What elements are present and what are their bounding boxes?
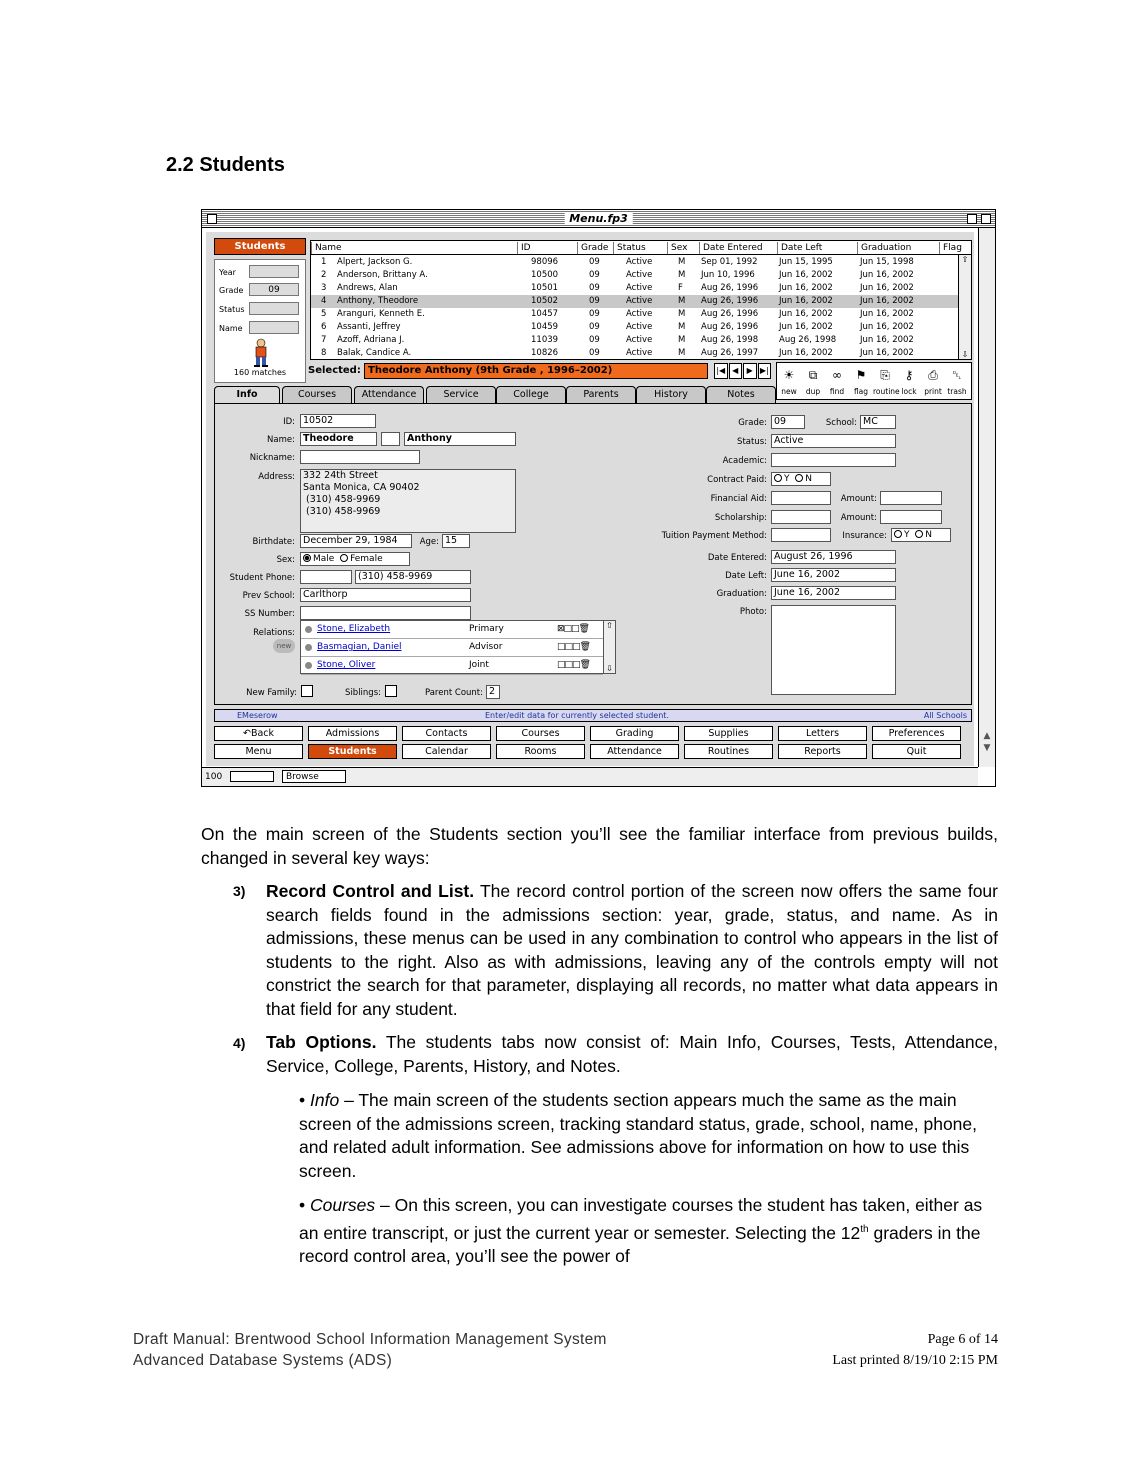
table-cell: Jun 16, 2002	[779, 322, 833, 332]
column-header-graduation[interactable]: Graduation	[857, 242, 911, 254]
intro-paragraph: On the main screen of the Students section you’ll see the familiar interface from previous builds, changed in several key ways:	[201, 824, 998, 868]
footer-manual-title: Draft Manual: Brentwood School Information Management System	[133, 1331, 607, 1348]
table-row[interactable]	[311, 321, 959, 334]
bullet-courses-title: Courses	[310, 1195, 376, 1215]
tool-trash-label: trash	[947, 387, 967, 396]
table-cell: Aug 26, 1996	[701, 296, 759, 306]
relation-role: Joint	[469, 660, 489, 670]
table-row[interactable]	[311, 282, 959, 295]
column-header-name[interactable]: Name	[311, 242, 342, 254]
relation-role: Primary	[469, 624, 504, 634]
category-students-button[interactable]: Students	[214, 238, 306, 255]
table-cell: Sep 01, 1992	[701, 257, 758, 267]
academic-label: Academic:	[722, 456, 767, 466]
table-row[interactable]	[311, 334, 959, 347]
tool-routine-label: routine	[873, 387, 900, 396]
relation-flags[interactable]: □□□🗑	[557, 660, 590, 670]
new-relation-button[interactable]: new	[273, 639, 295, 653]
table-cell: M	[678, 309, 686, 319]
table-cell: 10502	[531, 296, 559, 306]
relations-list	[300, 620, 616, 674]
item-3-number: 3)	[233, 883, 246, 899]
status-field[interactable]	[249, 302, 299, 315]
year-label: Year	[219, 268, 236, 277]
date-left-label: Date Left:	[725, 571, 767, 581]
scholarship-field[interactable]	[771, 510, 831, 524]
new-icon: ☀	[783, 368, 795, 382]
bullet-courses-tail: graders in the record control area, you’ll see the power of	[299, 1222, 981, 1266]
tool-flag-label: flag	[853, 387, 869, 396]
male-radio-icon[interactable]	[303, 554, 311, 562]
mode-selector[interactable]: Browse	[282, 770, 346, 783]
tool-dup-label: dup	[805, 387, 821, 396]
table-cell: Azoff, Adriana J.	[337, 335, 405, 345]
nav-reports-button[interactable]: Reports	[778, 744, 867, 759]
table-cell: 1	[321, 257, 327, 267]
grade-label: Grade:	[738, 418, 767, 428]
table-cell: Jun 16, 2002	[860, 270, 914, 280]
info-bar	[214, 709, 972, 722]
item-4-paragraph	[266, 1031, 998, 1078]
table-cell: F	[678, 283, 683, 293]
scroll-down-icon[interactable]: ▼	[983, 743, 991, 753]
column-header-id[interactable]: ID	[517, 242, 531, 254]
section-heading: 2.2 Students	[166, 154, 285, 176]
zoom-level[interactable]: 100	[205, 772, 223, 782]
item-3-paragraph	[266, 880, 998, 1021]
nav-menu-button[interactable]: Menu	[214, 744, 303, 759]
nav-preferences-button[interactable]: Preferences	[872, 726, 961, 741]
table-cell: Active	[626, 309, 653, 319]
table-cell: 7	[321, 335, 327, 345]
footer-printed: Last printed 8/19/10 2:15 PM	[832, 1353, 998, 1368]
nav-quit-button[interactable]: Quit	[872, 744, 961, 759]
flag-icon: ⚑	[855, 368, 867, 382]
selected-student: Theodore Anthony (9th Grade , 1996–2002)	[364, 363, 708, 379]
insurance-no-label: N	[925, 530, 932, 540]
scroll-down-icon[interactable]: ⇩	[606, 664, 613, 673]
male-radio-label: Male	[313, 554, 335, 564]
tool-find-label: find	[829, 387, 845, 396]
grade-field[interactable]: 09	[771, 415, 805, 429]
relations-label: Relations:	[253, 628, 295, 638]
table-cell: 10500	[531, 270, 559, 280]
record-nav-buttons	[714, 363, 772, 379]
phone-area-field[interactable]	[300, 570, 352, 584]
window-scrollbar[interactable]	[978, 228, 995, 767]
item-3-title: Record Control and List.	[266, 881, 475, 901]
info-tab-panel	[214, 403, 972, 705]
siblings-checkbox[interactable]	[385, 685, 397, 697]
tab-parents[interactable]: Parents	[566, 386, 636, 403]
item-4-number: 4)	[233, 1035, 246, 1051]
item-3-text: The record control portion of the screen now offers the same four search fields found in the admissions section: year, grade, status, and name. As in admissions, these menus can be used in any combination to control who appears in the list of students to the right. Also as with admissions, leaving any of the controls empty will not constrict the search for that parameter, displaying all records, no matter what data appears in that field for any student.	[266, 881, 998, 1019]
nav-back-button[interactable]: ↶Back	[214, 726, 303, 741]
tool-lock-label: lock	[901, 387, 917, 396]
status-bar	[202, 767, 978, 786]
siblings-label: Siblings:	[345, 688, 381, 698]
date-entered-label: Date Entered:	[707, 553, 767, 563]
relation-bullet-icon[interactable]	[305, 626, 312, 633]
nav-admissions-button[interactable]: Admissions	[308, 726, 397, 741]
photo-container[interactable]	[771, 605, 896, 695]
nav-rooms-button[interactable]: Rooms	[496, 744, 585, 759]
column-header-status[interactable]: Status	[613, 242, 646, 254]
nav-grading-button[interactable]: Grading	[590, 726, 679, 741]
financial-aid-label: Financial Aid:	[710, 494, 767, 504]
table-cell: Aug 26, 1998	[779, 335, 837, 345]
name-label: Name	[219, 324, 243, 333]
first-record-button[interactable]: |◀	[714, 363, 728, 379]
table-cell: Aug 26, 1996	[701, 283, 759, 293]
prev-school-label: Prev School:	[242, 591, 295, 601]
bullet-courses-text: – On this screen, you can investigate courses the student has taken, either as an entire transcript, or just the current year or semester. Selecting the 12	[299, 1195, 983, 1243]
relations-scrollbar[interactable]	[603, 621, 615, 673]
table-cell: Assanti, Jeffrey	[337, 322, 401, 332]
layout-icons[interactable]	[230, 771, 274, 782]
student-figure-icon	[251, 338, 271, 368]
user-name: EMeserow	[237, 711, 278, 720]
window-content	[206, 232, 974, 766]
age-label: Age:	[419, 537, 439, 547]
table-cell: 09	[589, 309, 600, 319]
table-cell: Aug 26, 1998	[701, 335, 759, 345]
footer-company: Advanced Database Systems (ADS)	[133, 1352, 393, 1369]
bullet-info-text: – The main screen of the students section appears much the same as the main screen of the admissions screen, tracking standard status, grade, school, name, phone, and related adult information. See admissions above for information on how to use this screen.	[299, 1090, 978, 1181]
first-name-field[interactable]: Theodore	[300, 432, 377, 446]
table-cell: Jun 16, 2002	[779, 309, 833, 319]
table-cell: Jun 10, 1996	[701, 270, 755, 280]
tuition-method-label: Tuition Payment Method:	[661, 531, 767, 541]
new-family-label: New Family:	[246, 688, 297, 698]
nickname-field[interactable]	[300, 450, 420, 464]
student-phone-label: Student Phone:	[229, 573, 295, 583]
selected-label: Selected:	[308, 365, 361, 376]
status-label: Status:	[737, 437, 767, 447]
table-cell: M	[678, 335, 686, 345]
window-titlebar[interactable]	[202, 210, 995, 228]
insurance-radios[interactable]	[891, 528, 951, 542]
aid-amount-label: Amount:	[840, 494, 877, 504]
table-row[interactable]	[311, 256, 959, 269]
middle-name-field[interactable]	[381, 432, 400, 446]
tab-notes[interactable]: Notes	[706, 386, 776, 403]
table-cell: 5	[321, 309, 327, 319]
graduation-label: Graduation:	[716, 589, 767, 599]
relation-bullet-icon[interactable]	[305, 662, 312, 669]
contract-paid-label: Contract Paid:	[707, 475, 767, 485]
parent-count-field[interactable]: 2	[486, 685, 500, 699]
item-4-text: The students tabs now consist of: Main Info, Courses, Tests, Attendance, Service, College, Parents, History, and Notes.	[266, 1032, 998, 1076]
age-field[interactable]: 15	[442, 534, 470, 548]
photo-label: Photo:	[739, 607, 767, 617]
school-label: School:	[825, 418, 857, 428]
tab-service[interactable]: Service	[426, 386, 496, 403]
sex-label: Sex:	[276, 555, 295, 565]
insurance-yes-radio-icon[interactable]	[894, 530, 902, 538]
table-cell: 09	[589, 257, 600, 267]
table-cell: Aug 26, 1996	[701, 309, 759, 319]
ss-number-field[interactable]	[300, 606, 471, 620]
tab-courses[interactable]: Courses	[282, 386, 352, 403]
bullet-info-title: Info	[310, 1090, 340, 1110]
table-cell: 10459	[531, 322, 559, 332]
relation-row	[301, 657, 603, 675]
table-cell: Andrews, Alan	[337, 283, 398, 293]
close-box-icon[interactable]	[207, 214, 217, 224]
relation-name-link[interactable]: Stone, Elizabeth	[317, 624, 391, 634]
column-header-date-left[interactable]: Date Left	[777, 242, 822, 254]
relation-row	[301, 621, 603, 639]
date-entered-field[interactable]: August 26, 1996	[771, 550, 896, 564]
prev-record-button[interactable]: ◀	[729, 363, 743, 379]
student-list-header	[311, 241, 971, 255]
table-cell: Jun 16, 2002	[860, 348, 914, 358]
table-cell: Active	[626, 257, 653, 267]
id-label: ID:	[283, 417, 295, 427]
address-label: Address:	[258, 472, 295, 482]
table-cell: Jun 16, 2002	[779, 348, 833, 358]
list-scrollbar[interactable]	[958, 255, 971, 359]
tab-info[interactable]: Info	[214, 386, 280, 404]
table-cell: Jun 16, 2002	[779, 296, 833, 306]
contract-no-label: N	[805, 474, 812, 484]
student-phone-field[interactable]: (310) 458-9969	[355, 570, 471, 584]
new-family-checkbox[interactable]	[301, 685, 313, 697]
tool-print-label: print	[924, 387, 942, 396]
relation-flags[interactable]: □□□🗑	[557, 642, 590, 652]
last-name-field[interactable]: Anthony	[404, 432, 516, 446]
name-label: Name:	[267, 435, 295, 445]
contract-yes-radio-icon[interactable]	[774, 474, 782, 482]
table-cell: M	[678, 270, 686, 280]
scholarship-amount-field[interactable]	[880, 510, 942, 524]
last-record-button[interactable]: ▶|	[758, 363, 772, 379]
grade-field[interactable]: 09	[249, 283, 299, 296]
collapse-box-icon[interactable]	[981, 214, 991, 224]
scroll-down-icon[interactable]: ⇩	[961, 350, 969, 359]
table-cell: Active	[626, 335, 653, 345]
id-field[interactable]: 10502	[300, 414, 376, 428]
table-cell: 09	[589, 296, 600, 306]
nav-letters-button[interactable]: Letters	[778, 726, 867, 741]
financial-aid-field[interactable]	[771, 491, 831, 505]
table-cell: Active	[626, 283, 653, 293]
table-cell: Jun 16, 2002	[860, 309, 914, 319]
tab-bar	[214, 386, 972, 403]
table-row[interactable]	[311, 308, 959, 321]
record-control	[214, 259, 306, 383]
aid-amount-field[interactable]	[880, 491, 942, 505]
nav-calendar-button[interactable]: Calendar	[402, 744, 491, 759]
relation-row	[301, 639, 603, 657]
relation-name-link[interactable]: Stone, Oliver	[317, 660, 376, 670]
scroll-up-icon[interactable]: ▲	[983, 731, 991, 741]
help-message: Enter/edit data for currently selected student.	[485, 711, 669, 720]
print-icon: ⎙	[928, 368, 938, 382]
bullet-courses: • Courses – On this screen, you can investigate courses the student has taken, either as an entire transcript, or just the current year or semester. Selecting the 12th graders in the record control area, you’ll see the power of	[299, 1195, 983, 1266]
contract-no-radio-icon[interactable]	[795, 474, 803, 482]
scholarship-label: Scholarship:	[714, 513, 767, 523]
insurance-no-radio-icon[interactable]	[915, 530, 923, 538]
nav-routines-button[interactable]: Routines	[684, 744, 773, 759]
table-cell: 09	[589, 283, 600, 293]
app-window	[201, 209, 996, 787]
table-cell: 10457	[531, 309, 559, 319]
item-4-title: Tab Options.	[266, 1032, 377, 1052]
graduation-field[interactable]: June 16, 2002	[771, 586, 896, 600]
school-scope: All Schools	[923, 711, 967, 720]
parent-count-label: Parent Count:	[424, 688, 483, 698]
female-radio-icon[interactable]	[340, 554, 348, 562]
school-field[interactable]: MC	[860, 415, 896, 429]
lock-icon: ⚷	[904, 368, 914, 382]
table-cell: 6	[321, 322, 327, 332]
table-cell: M	[678, 257, 686, 267]
scholarship-amount-label: Amount:	[840, 513, 877, 523]
table-cell: Active	[626, 296, 653, 306]
table-cell: Jun 15, 1995	[779, 257, 833, 267]
date-left-field[interactable]: June 16, 2002	[771, 568, 896, 582]
table-cell: M	[678, 296, 686, 306]
address-field[interactable]: 332 24th Street Santa Monica, CA 90402 (310) 458-9969 (310) 458-9969	[300, 469, 516, 533]
table-cell: Jun 15, 1998	[860, 257, 914, 267]
table-cell: 2	[321, 270, 327, 280]
table-cell: Balak, Candice A.	[337, 348, 412, 358]
table-row[interactable]	[311, 295, 959, 308]
nav-contacts-button[interactable]: Contacts	[402, 726, 491, 741]
scroll-up-icon[interactable]: ⇧	[606, 621, 613, 630]
insurance-yes-label: Y	[904, 530, 910, 540]
nav-supplies-button[interactable]: Supplies	[684, 726, 773, 741]
grade-label: Grade	[219, 286, 244, 295]
table-cell: M	[678, 348, 686, 358]
table-cell: 10826	[531, 348, 559, 358]
tuition-method-field[interactable]	[771, 528, 831, 542]
ss-number-label: SS Number:	[244, 609, 295, 619]
table-cell: Jun 16, 2002	[860, 335, 914, 345]
table-cell: 11039	[531, 335, 559, 345]
scroll-up-icon[interactable]: ⇧	[961, 255, 969, 264]
nav-attendance-button[interactable]: Attendance	[590, 744, 679, 759]
match-count: 160 matches	[233, 368, 287, 377]
table-cell: Jun 16, 2002	[779, 283, 833, 293]
nickname-label: Nickname:	[249, 453, 295, 463]
tab-college[interactable]: College	[496, 386, 566, 403]
relation-flags[interactable]: ⊠□□🗑	[557, 624, 589, 634]
dup-icon: ⧉	[808, 368, 818, 382]
column-header-sex[interactable]: Sex	[667, 242, 687, 254]
table-cell: Aranguri, Kenneth E.	[337, 309, 425, 319]
table-cell: Active	[626, 348, 653, 358]
academic-field[interactable]	[771, 453, 896, 467]
tool-new-label: new	[781, 387, 797, 396]
table-cell: Anthony, Theodore	[337, 296, 419, 306]
table-cell: 09	[589, 335, 600, 345]
routine-icon: ⎘	[880, 368, 890, 382]
contract-paid-radios[interactable]	[771, 472, 831, 486]
zoom-box-icon[interactable]	[967, 214, 977, 224]
status-field[interactable]: Active	[771, 434, 896, 448]
contract-yes-label: Y	[784, 474, 790, 484]
table-cell: 3	[321, 283, 327, 293]
table-cell: Jun 16, 2002	[779, 270, 833, 280]
table-cell: 10501	[531, 283, 559, 293]
window-title: Menu.fp3	[564, 212, 633, 225]
table-cell: Alpert, Jackson G.	[337, 257, 413, 267]
bullet-info: • Info – The main screen of the students section appears much the same as the main screen of the admissions screen, tracking standard status, grade, school, name, phone, and related adult information. See admissions above for information on how to use this screen.	[299, 1090, 978, 1181]
table-cell: 8	[321, 348, 327, 358]
table-cell: 98096	[531, 257, 559, 267]
column-header-date-entered[interactable]: Date Entered	[699, 242, 763, 254]
nav-students-button[interactable]: Students	[308, 744, 397, 759]
table-cell: Aug 26, 1996	[701, 322, 759, 332]
year-field[interactable]	[249, 265, 299, 278]
next-record-button[interactable]: ▶	[743, 363, 757, 379]
table-cell: 09	[589, 322, 600, 332]
insurance-label: Insurance:	[842, 531, 887, 541]
table-row[interactable]	[311, 269, 959, 282]
table-cell: 09	[589, 270, 600, 280]
nav-courses-button[interactable]: Courses	[496, 726, 585, 741]
birthdate-field[interactable]: December 29, 1984	[300, 534, 412, 548]
column-header-flag[interactable]: Flag	[939, 242, 962, 254]
table-cell: Anderson, Brittany A.	[337, 270, 428, 280]
female-radio-label: Female	[350, 554, 383, 564]
footer-page-number: Page 6 of 14	[927, 1332, 998, 1347]
sex-radio-group[interactable]	[300, 552, 410, 566]
column-header-grade[interactable]: Grade	[577, 242, 608, 254]
birthdate-label: Birthdate:	[252, 537, 295, 547]
bullet-courses-sup: th	[860, 1223, 869, 1235]
relation-role: Advisor	[469, 642, 503, 652]
status-label: Status	[219, 305, 245, 314]
relation-bullet-icon[interactable]	[305, 644, 312, 651]
find-icon: ∞	[832, 368, 842, 382]
table-cell: Active	[626, 322, 653, 332]
table-cell: Jun 16, 2002	[860, 296, 914, 306]
student-list	[310, 240, 972, 360]
table-cell: Jun 16, 2002	[860, 283, 914, 293]
table-cell: Jun 16, 2002	[860, 322, 914, 332]
tab-attendance[interactable]: Attendance	[354, 386, 424, 403]
table-cell: 09	[589, 348, 600, 358]
table-cell: Aug 26, 1997	[701, 348, 759, 358]
trash-icon: ␡	[952, 368, 962, 382]
table-cell: 4	[321, 296, 327, 306]
tab-history[interactable]: History	[636, 386, 706, 403]
name-field[interactable]	[249, 321, 299, 334]
prev-school-field[interactable]: Carlthorp	[300, 588, 471, 602]
table-cell: Active	[626, 270, 653, 280]
table-cell: M	[678, 322, 686, 332]
relation-name-link[interactable]: Basmagian, Daniel	[317, 642, 402, 652]
table-row[interactable]	[311, 347, 959, 360]
